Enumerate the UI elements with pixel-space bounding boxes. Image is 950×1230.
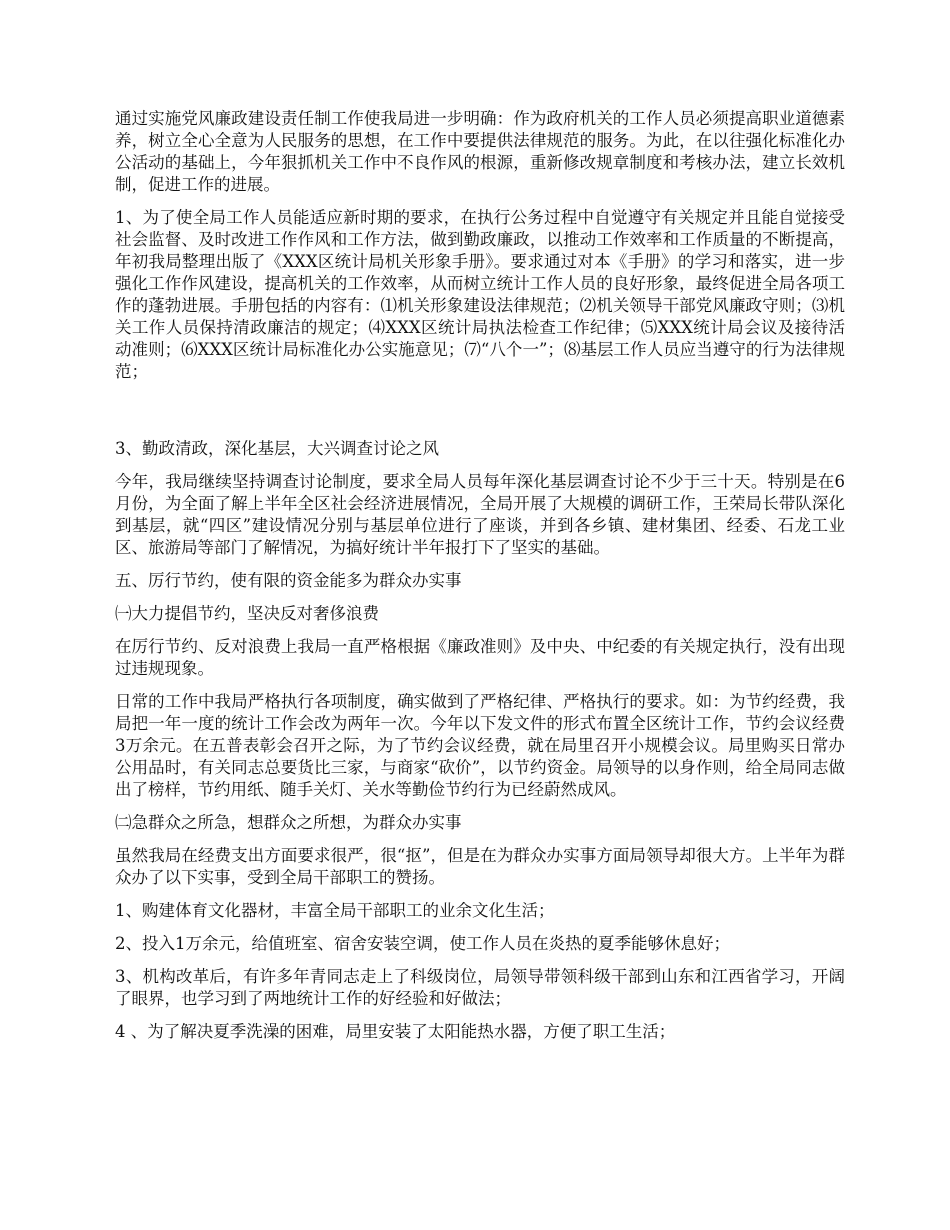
subsection-2-heading: ㈡急群众之所急，想群众之所想，为群众办实事 xyxy=(115,813,462,832)
list-item-4: 4 、为了解决夏季洗澡的困难，局里安装了太阳能热水器，方便了职工生活； xyxy=(115,1022,676,1041)
daily-work-paragraph: 日常的工作中我局严格执行各项制度，确实做到了严格纪律、严格执行的要求。如：为节约经费，我局把一年一度的统计工作会改为两年一次。今年以下发文件的形式布置全区统计工作，节约会议经费3万余元。在五普表彰会召开之际，为了节约会议经费，就在局里召开小规模会议。局里购买日常办公用品时，有关同志总要货比三家，与商家“砍价”，以节约资金。局领导的以身作则，给全局同志做出了榜样，节约用纸、随手关灯、关水等勤俭节约行为已经蔚然成风。 xyxy=(115,692,845,799)
item-1-handbook-paragraph: 1、为了使全局工作人员能适应新时期的要求，在执行公务过程中自觉遵守有关规定并且能自觉接受社会监督、及时改进工作作风和工作方法，做到勤政廉政，以推动工作效率和工作质量的不断提高，年初我局整理出版了《XXX区统计局机关形象手册》。要求通过对本《手册》的学习和落实，进一步强化工作作风建设，提高机关的工作效率，从而树立统计工作人员的良好形象，最终促进全局各项工作的蓬勃进展。手册包括的内容有：⑴机关形象建设法律规范；⑵机关领导干部党风廉政守则；⑶机关工作人员保持清政廉洁的规定；⑷XXX区统计局执法检查工作纪律；⑸XXX统计局会议及接待活动准则；⑹XXX区统计局标准化办公实施意见；⑺“八个一”；⑻基层工作人员应当遵守的行为法律规范； xyxy=(115,208,845,381)
blank-gap xyxy=(115,394,845,438)
list-item-2: 2、投入1万余元，给值班室、宿舍安装空调，使工作人员在炎热的夏季能够休息好； xyxy=(115,934,730,953)
document-body xyxy=(115,108,845,1054)
research-paragraph: 今年，我局继续坚持调查讨论制度，要求全局人员每年深化基层调查讨论不少于三十天。特别是在6月份，为全面了解上半年全区社会经济进展情况，全局开展了大规模的调研工作，王荣局长带队深化到基层，就“四区”建设情况分别与基层单位进行了座谈，并到各乡镇、建材集团、经委、石龙工业区、旅游局等部门了解情况，为搞好统计半年报打下了坚实的基础。 xyxy=(115,472,845,557)
service-intro-paragraph: 虽然我局在经费支出方面要求很严，很“抠”，但是在为群众办实事方面局领导却很大方。上半年为群众办了以下实事，受到全局干部职工的赞扬。 xyxy=(115,846,845,887)
section-3-heading: 3、勤政清政，深化基层，大兴调查讨论之风 xyxy=(115,439,439,458)
intro-paragraph: 通过实施党风廉政建设责任制工作使我局进一步明确：作为政府机关的工作人员必须提高职业道德素养，树立全心全意为人民服务的思想，在工作中要提供法律规范的服务。为此，在以往强化标准化办公活动的基础上，今年狠抓机关工作中不良作风的根源，重新修改规章制度和考核办法，建立长效机制，促进工作的进展。 xyxy=(115,109,845,194)
list-item-1: 1、购建体育文化器材，丰富全局干部职工的业余文化生活； xyxy=(115,901,555,920)
list-item-3: 3、机构改革后，有许多年青同志走上了科级岗位，局领导带领科级干部到山东和江西省学习，开阔了眼界，也学习到了两地统计工作的好经验和好做法； xyxy=(115,967,845,1008)
subsection-1-heading: ㈠大力提倡节约，坚决反对奢侈浪费 xyxy=(115,604,379,623)
frugality-paragraph: 在厉行节约、反对浪费上我局一直严格根据《廉政准则》及中央、中纪委的有关规定执行，没有出现过违规现象。 xyxy=(115,637,845,678)
section-5-heading: 五、厉行节约，使有限的资金能多为群众办实事 xyxy=(115,571,462,590)
